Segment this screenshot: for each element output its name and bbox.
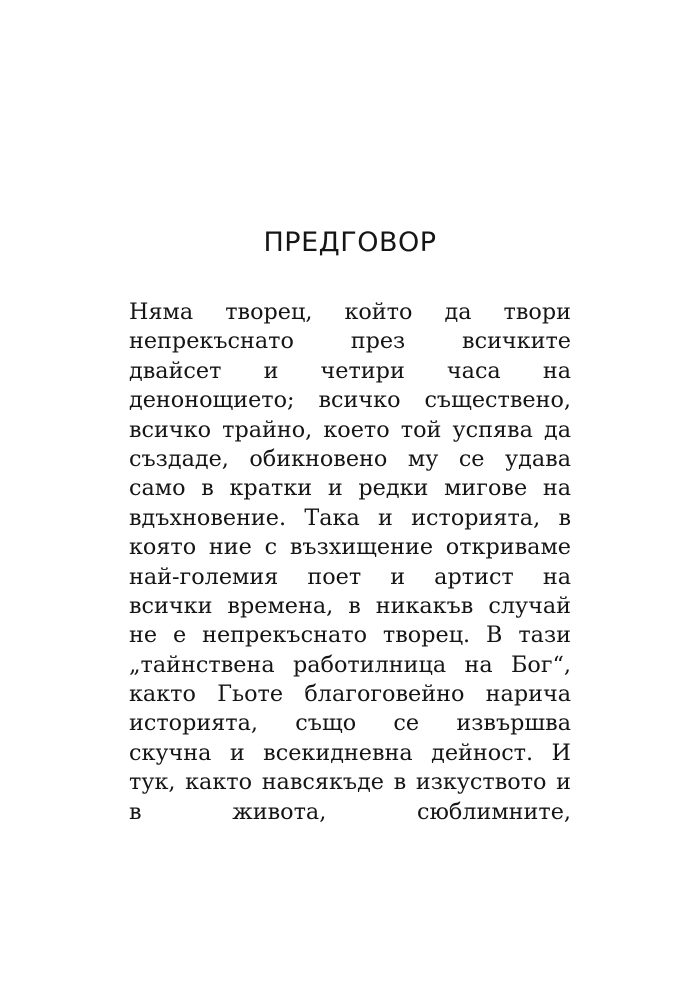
text-line: всичко трайно, което той успява да xyxy=(129,416,571,443)
text-line: само в кратки и редки мигове на xyxy=(129,475,571,502)
text-line: както Гьоте благоговейно нарича xyxy=(129,681,571,708)
text-line: най-големия поет и артист на xyxy=(129,563,571,590)
body-paragraph xyxy=(129,298,571,827)
text-line: историята, също се извършва xyxy=(129,710,571,737)
text-line: денонощието; всичко съществено, xyxy=(129,387,571,414)
text-line: Няма творец, който да твори xyxy=(129,299,571,325)
text-line: създаде, обикновено му се удава xyxy=(129,445,571,472)
text-line: в живота, сюблимните, xyxy=(129,798,571,825)
text-line: двайсет и четири часа на xyxy=(129,357,571,384)
chapter-heading: ПРЕДГОВОР xyxy=(263,227,437,258)
text-line: всички времена, в никакъв случай xyxy=(129,592,571,619)
text-line: тук, както навсякъде в изкуството и xyxy=(129,769,571,796)
text-line: непрекъснато през всичките xyxy=(129,328,571,355)
text-line: не е непрекъснато творец. В тази xyxy=(129,622,571,649)
text-line: „тайнствена работилница на Бог“, xyxy=(129,651,571,678)
text-line: която ние с възхищение откриваме xyxy=(129,534,571,561)
text-line: вдъхновение. Така и историята, в xyxy=(129,504,571,531)
text-line: скучна и всекидневна дейност. И xyxy=(129,739,571,766)
